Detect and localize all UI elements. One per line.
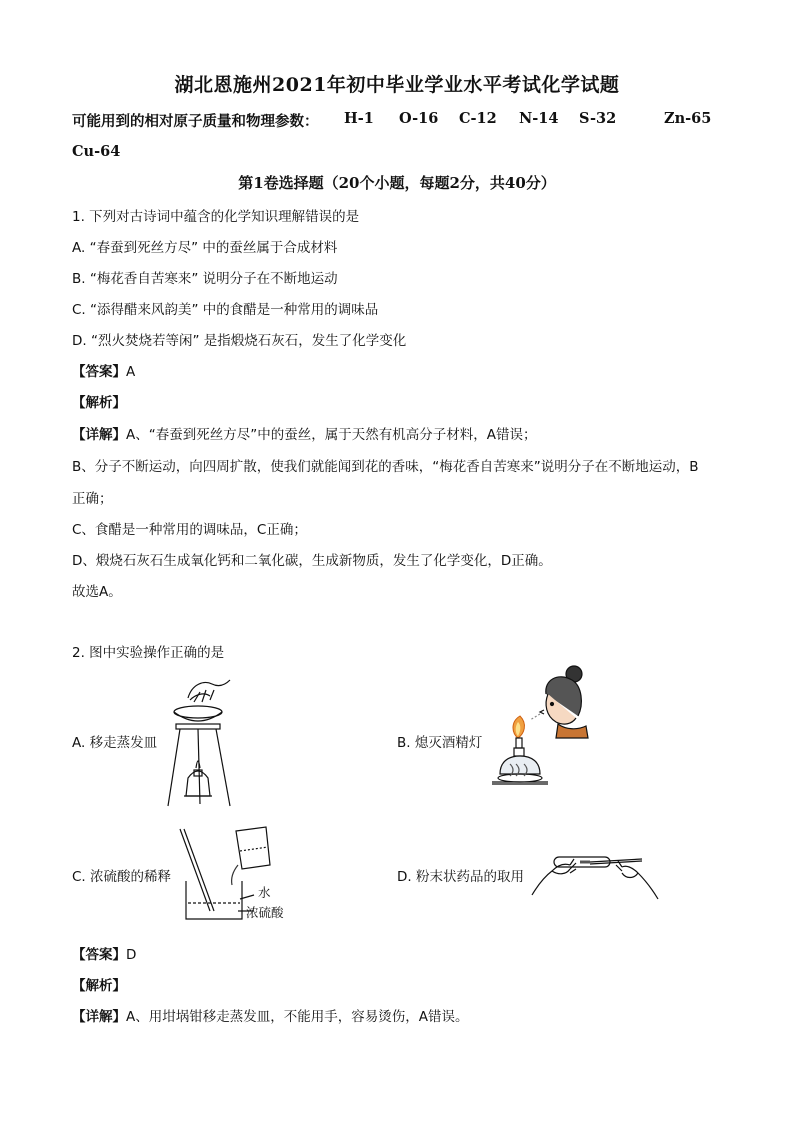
param-n: N-14 [519, 110, 559, 127]
q1-conclusion: 故选A。 [72, 584, 122, 600]
q2-option-c-label: C. 浓硫酸的稀释 [72, 869, 172, 885]
param-cu: Cu-64 [72, 143, 121, 160]
q1-option-a: A. “春蚕到死丝方尽” 中的蚕丝属于合成材料 [72, 240, 338, 256]
q1-answer-tag: 【答案】 [72, 364, 126, 380]
q1-detail-line [72, 423, 536, 443]
section-heading: 第1卷选择题（20个小题，每题2分，共40分） [238, 174, 556, 192]
acid-dilution-figure [170, 825, 300, 925]
q2-detail-line [72, 1005, 468, 1025]
q1-option-b: B. “梅花香自苦寒来” 说明分子在不断地运动 [72, 271, 338, 287]
q1-option-c: C. “添得醋来风韵美” 中的食醋是一种常用的调味品 [72, 302, 379, 318]
param-h: H-1 [344, 110, 374, 127]
q1-stem: 1. 下列对古诗词中蕴含的化学知识理解错误的是 [72, 209, 360, 225]
alcohol-lamp-figure [486, 664, 596, 804]
param-c: C-12 [459, 110, 497, 127]
q2-answer-tag: 【答案】 [72, 947, 126, 963]
q2-detail-tag: 【详解】 [72, 1009, 126, 1025]
q2-analysis-tag: 【解析】 [72, 978, 126, 994]
powder-reagent-figure [530, 845, 660, 905]
evaporating-dish-figure [160, 678, 240, 808]
param-s: S-32 [579, 110, 617, 127]
q1-detail-d: D、煅烧石灰石生成氧化钙和二氧化碳，生成新物质，发生了化学变化，D正确。 [72, 553, 552, 569]
q2-option-b-label: B. 熄灭酒精灯 [397, 735, 483, 751]
param-zn: Zn-65 [664, 110, 712, 127]
param-o: O-16 [399, 110, 439, 127]
q2-option-d-label: D. 粉末状药品的取用 [397, 869, 524, 885]
q1-answer [72, 360, 135, 380]
acid-label: 浓硫酸 [246, 905, 284, 920]
page-title: 湖北恩施州2021年初中毕业学业水平考试化学试题 [174, 74, 620, 96]
q2-option-a-label: A. 移走蒸发皿 [72, 735, 158, 751]
water-label: 水 [258, 885, 271, 900]
q2-answer-value: D [126, 947, 137, 963]
q1-detail-b: B、分子不断运动，向四周扩散，使我们就能闻到花的香味，“梅花香自苦寒来”说明分子在不断地运动，B [72, 459, 699, 475]
q1-detail-c: C、食醋是一种常用的调味品，C正确； [72, 522, 307, 538]
q1-detail-tag: 【详解】 [72, 427, 126, 443]
q1-detail-a: A、“春蚕到死丝方尽”中的蚕丝，属于天然有机高分子材料，A错误； [126, 427, 537, 443]
q1-detail-b-cont: 正确； [72, 491, 113, 507]
q1-option-d: D. “烈火焚烧若等闲” 是指煅烧石灰石，发生了化学变化 [72, 333, 407, 349]
params-lead: 可能用到的相对原子质量和物理参数： [72, 113, 319, 130]
q1-analysis-tag: 【解析】 [72, 395, 126, 411]
q2-stem: 2. 图中实验操作正确的是 [72, 645, 225, 661]
q2-detail-a: A、用坩埚钳移走蒸发皿，不能用手，容易烫伤，A错误。 [126, 1009, 469, 1025]
q2-answer [72, 943, 136, 963]
q1-answer-value: A [126, 364, 136, 380]
